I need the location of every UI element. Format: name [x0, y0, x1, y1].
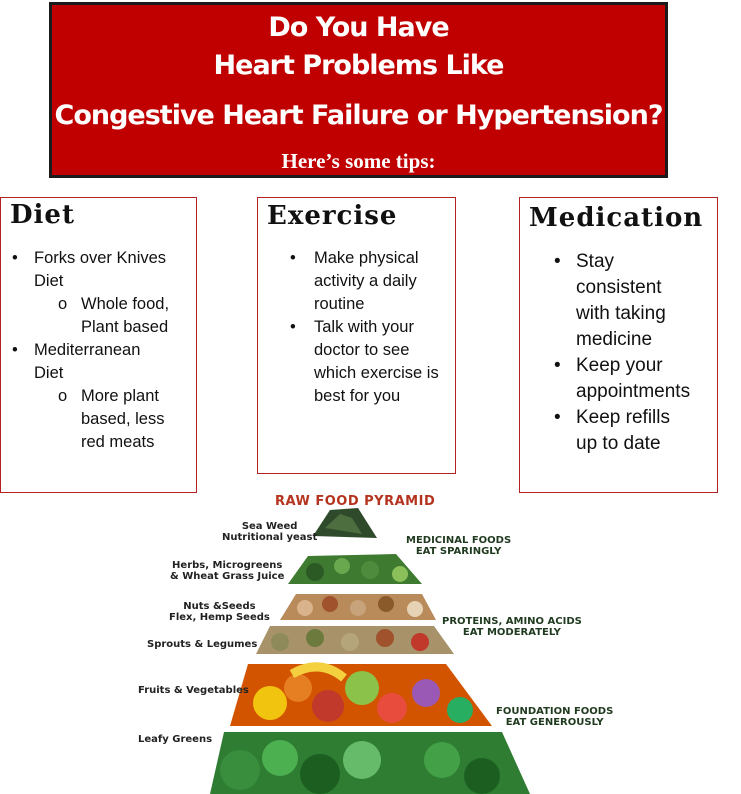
banner-tips: Here’s some tips: — [281, 149, 436, 173]
label-nuts-seeds: Nuts &Seeds Flex, Hemp Seeds — [169, 601, 270, 623]
title-banner — [49, 2, 668, 178]
raw-food-pyramid — [130, 488, 630, 794]
medication-item-2: Keep your appointments — [576, 355, 691, 402]
exercise-list — [288, 247, 439, 408]
list-item — [554, 249, 691, 353]
exercise-item-1: Make physical activity a daily routine — [314, 249, 419, 313]
medication-item-1: Stay consistent with taking medicine — [576, 251, 666, 350]
label-fruits-vegetables: Fruits & Vegetables — [138, 685, 249, 696]
circle-bullet-icon: o — [58, 387, 68, 405]
list-item — [10, 385, 186, 454]
label-foundation-foods: FOUNDATION FOODS EAT GENEROUSLY — [496, 706, 614, 728]
bullet-icon: • — [554, 407, 561, 428]
bullet-icon: • — [554, 251, 561, 272]
diet-list — [10, 247, 194, 454]
label-herbs: Herbs, Microgreens & Wheat Grass Juice — [170, 560, 285, 582]
list-item — [10, 339, 174, 385]
bullet-icon: • — [290, 318, 296, 336]
pyramid-title: RAW FOOD PYRAMID — [275, 494, 436, 509]
bullet-icon: • — [554, 355, 561, 376]
list-item — [10, 247, 194, 293]
diet-box — [0, 197, 197, 493]
medication-item-3: Keep refills up to date — [576, 407, 670, 454]
medication-list — [554, 249, 711, 457]
diet-item-2-sub: More plant based, less red meats — [81, 387, 165, 451]
list-item — [554, 405, 691, 457]
list-item — [554, 353, 711, 405]
banner-line-2: Heart Problems Like — [213, 50, 504, 81]
diet-item-1-sub: Whole food, Plant based — [81, 295, 170, 336]
medication-title: Medication — [529, 203, 704, 233]
bullet-icon: • — [12, 341, 18, 359]
diet-item-1: Forks over Knives Diet — [34, 249, 167, 290]
label-sea-weed: Sea Weed Nutritional yeast — [222, 521, 318, 543]
label-proteins: PROTEINS, AMINO ACIDS EAT MODERATELY — [442, 616, 582, 638]
label-sprouts-legumes: Sprouts & Legumes — [147, 639, 258, 650]
list-item — [288, 316, 439, 408]
banner-line-1: Do You Have — [268, 12, 449, 43]
label-medicinal-foods: MEDICINAL FOODS EAT SPARINGLY — [406, 535, 512, 557]
medication-box — [519, 197, 718, 493]
list-item — [10, 293, 191, 339]
diet-item-2: Mediterranean Diet — [34, 341, 141, 382]
exercise-title: Exercise — [267, 201, 398, 231]
banner-line-3: Congestive Heart Failure or Hypertension? — [54, 100, 663, 131]
exercise-box — [257, 197, 456, 474]
circle-bullet-icon: o — [58, 295, 68, 313]
label-leafy-greens: Leafy Greens — [138, 734, 213, 745]
exercise-item-2: Talk with your doctor to see which exercise is best for you — [314, 318, 439, 405]
bullet-icon: • — [290, 249, 296, 267]
list-item — [288, 247, 439, 316]
bullet-icon: • — [12, 249, 18, 267]
diet-title: Diet — [10, 200, 75, 230]
